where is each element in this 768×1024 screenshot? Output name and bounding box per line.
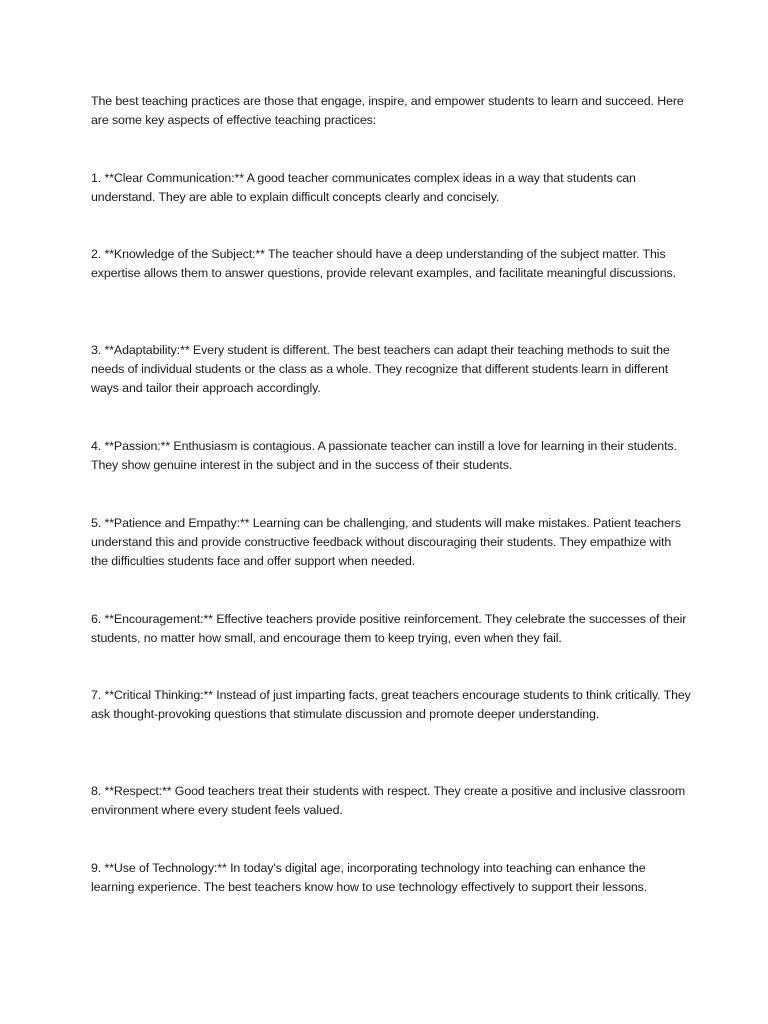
list-item-critical-thinking: 7. **Critical Thinking:** Instead of just imparting facts, great teachers encourage students to think critically. They ask thought-provoking questions that stimulate discussion and promote deeper understanding. bbox=[91, 688, 691, 721]
intro-paragraph: The best teaching practices are those that engage, inspire, and empower students to learn and succeed. Here are some key aspects of effective teaching practices: bbox=[91, 94, 684, 127]
list-item-adaptability: 3. **Adaptability:** Every student is different. The best teachers can adapt their teaching methods to suit the needs of individual students or the class as a whole. They recognize that different students learn in different ways and tailor their approach accordingly. bbox=[91, 343, 670, 395]
list-item-respect: 8. **Respect:** Good teachers treat their students with respect. They create a positive and inclusive classroom environment where every student feels valued. bbox=[91, 784, 686, 817]
list-item-clear-communication: 1. **Clear Communication:** A good teacher communicates complex ideas in a way that students can understand. They are able to explain difficult concepts clearly and concisely. bbox=[91, 171, 636, 204]
list-item-passion: 4. **Passion:** Enthusiasm is contagious. A passionate teacher can instill a love for learning in their students. They show genuine interest in the subject and in the success of their students. bbox=[91, 439, 677, 472]
list-item-patience-and-empathy: 5. **Patience and Empathy:** Learning can be challenging, and students will make mistakes. Patient teachers understand this and provide constructive feedback without discouraging their students. They empathize with the difficulties students face and offer support when needed. bbox=[91, 516, 681, 568]
list-item-encouragement: 6. **Encouragement:** Effective teachers provide positive reinforcement. They celebrate the successes of their students, no matter how small, and encourage them to keep trying, even when they fail. bbox=[91, 612, 687, 645]
list-item-knowledge-of-subject: 2. **Knowledge of the Subject:** The teacher should have a deep understanding of the subject matter. This expertise allows them to answer questions, provide relevant examples, and facilitate meaningful discussions. bbox=[91, 247, 676, 280]
list-item-use-of-technology: 9. **Use of Technology:** In today's digital age, incorporating technology into teaching can enhance the learning experience. The best teachers know how to use technology effectively to support their lessons. bbox=[91, 861, 648, 894]
